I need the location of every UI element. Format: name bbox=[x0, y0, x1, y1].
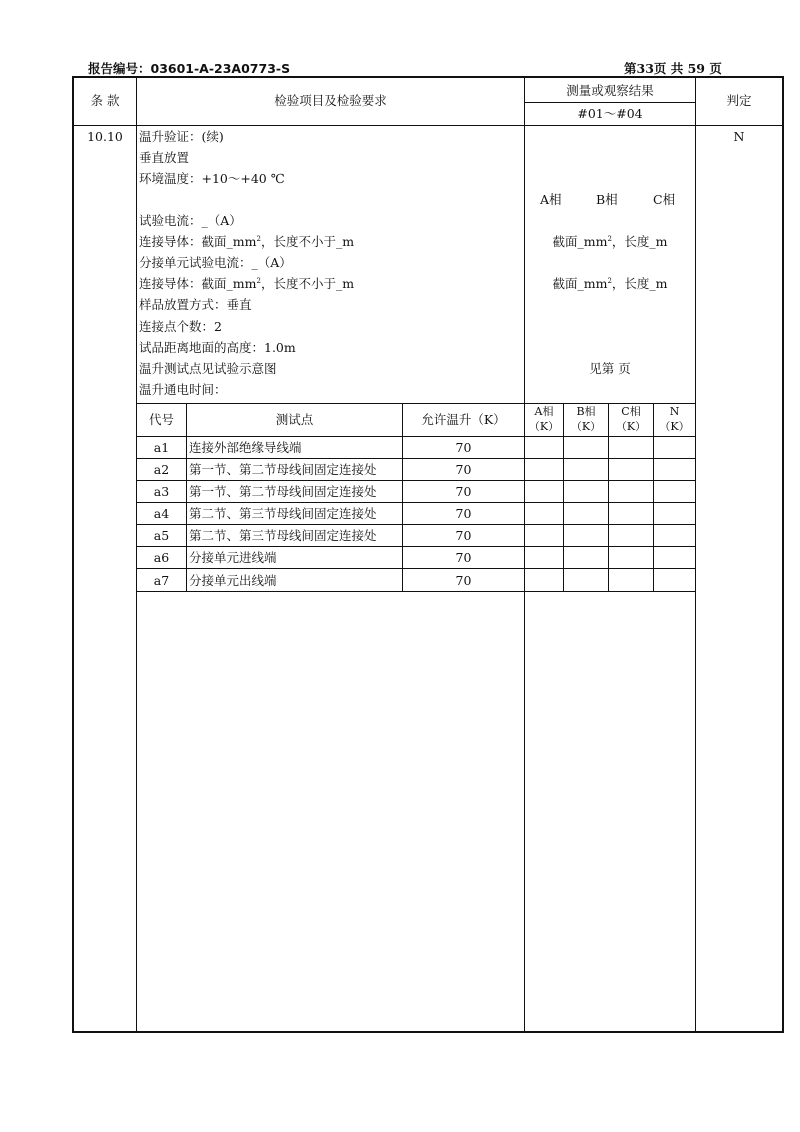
row-code: a3 bbox=[153, 484, 170, 499]
verdict-header: 判定 bbox=[726, 93, 752, 108]
row-point: 连接外部绝缘导线端 bbox=[189, 440, 302, 455]
row-allowed: 70 bbox=[455, 550, 472, 565]
col-a-unit: （K） bbox=[528, 420, 560, 433]
req-line: 试验电流：_（A） bbox=[139, 213, 242, 228]
col-code-header: 代号 bbox=[148, 412, 174, 427]
req-line: 温升通电时间： bbox=[139, 382, 227, 397]
report-number: 报告编号：03601-A-23A0773-S bbox=[88, 61, 291, 76]
req-line: 温升测试点见试验示意图 bbox=[139, 361, 277, 376]
row-code: a7 bbox=[153, 573, 170, 588]
req-line: 样品放置方式：垂直 bbox=[139, 297, 252, 312]
sample-range: #01～#04 bbox=[577, 106, 643, 121]
row-allowed: 70 bbox=[455, 573, 472, 588]
col-n-header: N bbox=[669, 405, 680, 418]
row-allowed: 70 bbox=[455, 484, 472, 499]
col-a-header: A相 bbox=[534, 405, 554, 418]
req-line: 温升验证：(续) bbox=[139, 129, 224, 144]
row-code: a4 bbox=[153, 506, 170, 521]
row-point: 分接单元出线端 bbox=[189, 573, 277, 588]
col-point-header: 测试点 bbox=[275, 412, 314, 427]
col-b-header: B相 bbox=[576, 405, 596, 418]
row-allowed: 70 bbox=[455, 440, 472, 455]
see-page-note: 见第 页 bbox=[589, 361, 631, 376]
row-point: 第一节、第二节母线间固定连接处 bbox=[189, 484, 377, 499]
phase-b-label: B相 bbox=[596, 192, 618, 207]
clause-header: 条 款 bbox=[90, 93, 120, 108]
req-line: 试品距离地面的高度：1.0m bbox=[139, 340, 296, 355]
req-line: 分接单元试验电流：_（A） bbox=[139, 255, 292, 270]
row-allowed: 70 bbox=[455, 528, 472, 543]
req-line: 连接导体：截面$\_mm^2$，长度不小于_m bbox=[139, 276, 355, 291]
verdict-value: N bbox=[733, 129, 745, 144]
row-code: a1 bbox=[153, 440, 170, 455]
col-b-unit: （K） bbox=[570, 420, 602, 433]
req-line: 连接点个数：2 bbox=[139, 319, 222, 334]
row-point: 第二节、第三节母线间固定连接处 bbox=[189, 506, 377, 521]
row-code: a2 bbox=[153, 462, 170, 477]
row-code: a6 bbox=[153, 550, 170, 565]
col-c-unit: （K） bbox=[615, 420, 647, 433]
req-line: 环境温度：+10～+40 ℃ bbox=[139, 171, 285, 186]
page-number: 第33页 共 59 页 bbox=[624, 61, 722, 76]
row-allowed: 70 bbox=[455, 506, 472, 521]
row-allowed: 70 bbox=[455, 462, 472, 477]
row-point: 分接单元进线端 bbox=[189, 550, 277, 565]
conductor-result-2: 截面$\_mm^2$，长度_m bbox=[552, 276, 668, 291]
col-n-unit: （K） bbox=[659, 420, 690, 433]
col-c-header: C相 bbox=[621, 405, 641, 418]
phase-c-label: C相 bbox=[653, 192, 676, 207]
results-header: 测量或观察结果 bbox=[566, 83, 654, 98]
col-allowed-header: 允许温升（K） bbox=[421, 412, 506, 427]
phase-a-label: A相 bbox=[540, 192, 562, 207]
req-line: 垂直放置 bbox=[139, 150, 190, 165]
clause-number: 10.10 bbox=[87, 129, 123, 144]
row-point: 第一节、第二节母线间固定连接处 bbox=[189, 462, 377, 477]
items-header: 检验项目及检验要求 bbox=[274, 93, 387, 108]
req-line: 连接导体：截面$\_mm^2$，长度不小于_m bbox=[139, 234, 355, 249]
row-code: a5 bbox=[153, 528, 170, 543]
row-point: 第二节、第三节母线间固定连接处 bbox=[189, 528, 377, 543]
conductor-result-1: 截面$\_mm^2$，长度_m bbox=[552, 234, 668, 249]
